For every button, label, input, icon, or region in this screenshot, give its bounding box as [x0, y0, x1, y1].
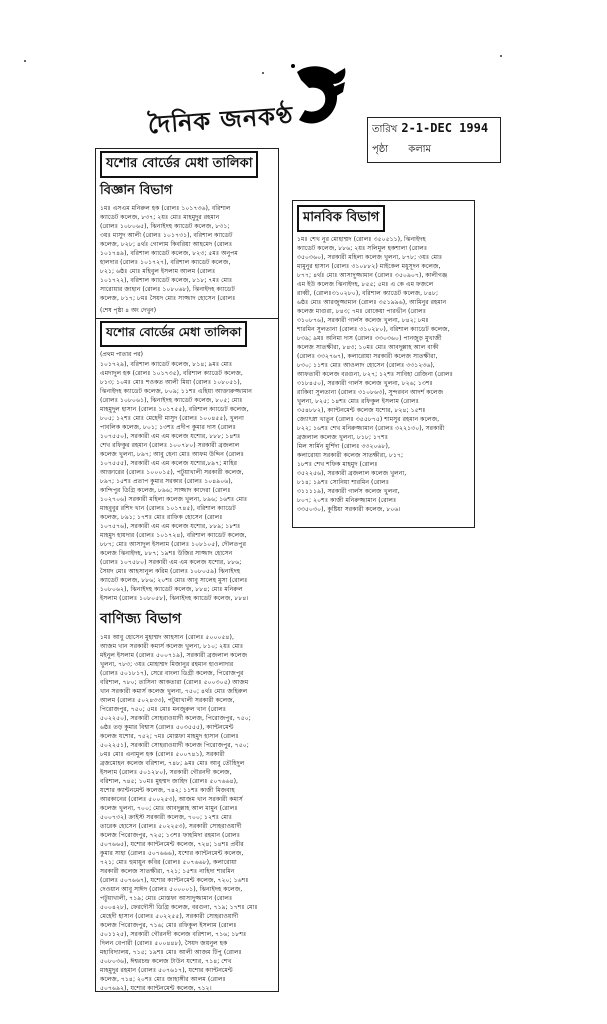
text-line: ৫০৮০৩৬), ঈশ্বরচন্দ্র কলেজ টাউন যশোর, ৭১৪; শেখ — [100, 958, 232, 965]
text-line: কলেজ সাতক্ষীরা, ৮৪৩; ১০মঃ মোঃ আবদুল্লাহ আল বাকী — [297, 344, 439, 351]
text-line: কলেজ ঝিনাইদহ, ৮৮৭; ১৯শঃ উজির সাজ্জাদ হোসেন — [100, 550, 233, 557]
text-line: খুলনা, ৮২৫; ১৪শঃ মোঃ রফিকুল ইসলাম (রোলঃ — [297, 398, 419, 405]
text-line: ৩১০৮৭৬), সরকারী গার্লস কলেজ খুলনা, ৮৪২; ৮মঃ — [297, 317, 429, 324]
text-line: ৩৫০৩৬০), সরকারী মহিলা কলেজ খুলনা, ৮৭৮; ৩য়ঃ মোঃ — [297, 254, 443, 261]
text-line: আজম খান সরকারী কমার্স কলেজ খুলনা, ৮১০; ২য়ঃ মোঃ — [100, 643, 244, 650]
text-line: মহাবিদ্যালয়, ৭১৫; ১৯শঃ মোঃ আলী আজম টিপু (রোলঃ — [100, 949, 242, 956]
text-line: আফতাবী কলেজ বরগুনা, ৮২৭; ১২শঃ সাবিহা রেজিনা (রোলঃ — [297, 371, 453, 378]
humanities-body — [297, 235, 470, 514]
text-line: কলেজ পিরোজপুর, ৭২৫; ১৩শঃ ফাহমিদা রহমান (রোলঃ — [100, 832, 241, 839]
text-line: ইসলাম (রোলঃ ৫০১২৮০), সরকারী গৌরনদী কলেজ, — [100, 769, 232, 776]
text-line: ১মঃ এসএম মনিরুল হক (রোলঃ ১০১৭৩৬), বরিশাল — [100, 205, 231, 212]
text-line: সারোয়ার জাহান (রোলঃ ১০৮০৬৮), ঝিনাইদহ ক্যাডেট — [100, 286, 235, 293]
text-line: কলেজ খুলনা, ৮৯৭; আবু হেনা মোঃ আফম উদ্দিন (রোলঃ — [100, 451, 244, 458]
clip1-headline: যশোর বোর্ডের মেধা তালিকা — [100, 151, 258, 178]
text-line: বরিশাল, ৭৮০; তাসিনা আকতারা (রোলঃ ৫০০৩০৫) আজম — [100, 679, 249, 686]
text-line: ৮মঃ মোঃ এনামুল হক (রোলঃ ৫০০৭৪১), সরকারী — [100, 751, 225, 758]
text-line: ৩৫২২৫৬), সরকারী ব্রজলাল কলেজ খুলনা, — [297, 470, 407, 477]
text-line: পাবলিক কলেজ, ৮০১; ১৩শঃ প্রদীপ কুমার দাস (রোলঃ — [100, 424, 236, 431]
text-line: ৫০৭৬৯২), যশোর ক্যান্টনমেন্ট কলেজ, ৭১২। — [100, 985, 212, 992]
text-line: কলেজ খুলনা, ৭০০; মোঃ আবদুল্লাহ আল মামুন (রোলঃ — [100, 805, 238, 812]
text-line: হালদার (রোলঃ ১০১৭২৭), বরিশাল ক্যাডেট কলেজ, — [100, 259, 231, 266]
text-line: ঝিনাইদহ ক্যাডেট কলেজ, ৮০৯; ১১শঃ এহিয়া আক্তারুজ্জামান — [100, 388, 252, 395]
text-line: ৭২১; মোঃ হুমায়ুন কবির (রোলঃ ৫০৭৬৬৮), কলারোয়া — [100, 859, 237, 866]
text-line: ৫০১১২৫), সরকারী গৌরনদী কলেজ বরিশাল, ৭১৬; ১৮শঃ — [100, 931, 247, 938]
text-line: ৩৩৫০৩০), কুষ্টিয়া সরকারী কলেজ, ৮০৬। — [297, 506, 401, 513]
text-line: শারমিন সুলতানা (রোলঃ ৩১০২৮০), বরিশাল ক্যাডেট কলেজ, — [297, 326, 450, 333]
clip1-section-title: বিজ্ঞান বিভাগ — [100, 183, 173, 198]
commerce-body — [100, 633, 274, 992]
text-line: ৩য়ঃ মাসুদ আলী (রোলঃ ১০১৭৩১), বরিশাল ক্যাডেট — [100, 232, 233, 239]
text-line: ১০১৭৪৯), বরিশাল ক্যাডেট কলেজ, ৮২৩; ৫মঃ অনুপম — [100, 250, 238, 257]
text-line: ১০১৭২২), বরিশাল ক্যাডেট কলেজ, ৮১৮; ৭মঃ মোঃ — [100, 277, 233, 284]
newspaper-masthead: দৈনিক জনকণ্ঠ — [146, 100, 295, 140]
commerce-section-title: বাণিজ্য বিভাগ — [100, 611, 182, 627]
text-line: কলেজ, ৮২৮; ৪র্থঃ গোলাম কিবরিয়া আহমেদ (রোলঃ — [100, 241, 233, 248]
text-line: ৮১৩; ১০মঃ মোঃ শওকত আলী মিয়া (রোলঃ ১০৮০৫১), — [100, 379, 242, 386]
text-line: কলেজ মাগুরা, ৮৪৩; ৭মঃ রোকেয়া পারভীন (রোলঃ — [297, 308, 427, 315]
clip2-continued-note: (প্রথম পাতার পর) — [100, 351, 143, 358]
text-line: মইনুল ইসলাম (রোলঃ ৫০০৭১৯), সরকারী ব্রজলাল কলেজ — [100, 652, 248, 659]
text-line: আক্তারের (রোলঃ ১০০০১৫), পটুয়াখালী সরকারী কলেজ, — [100, 469, 244, 476]
text-line: সরকারী কলেজ সাতক্ষীরা, ৭২১; ১৫শঃ নাহিদা শারমিন — [100, 868, 235, 875]
text-line: পটুয়াখালী, ৭১৯; মোঃ মোস্তফা আসাদুজ্জামান (রোলঃ — [100, 895, 233, 902]
text-line: ১০২৭০৬) সরকারী মহিলা কলেজ খুলনা, ৮৯৬; ১৬শঃ মোঃ — [100, 496, 248, 503]
text-line: আরকানের (রোলঃ ৫০০২৫৩), আজম খান সরকারী কমার্স — [100, 796, 243, 803]
date-box — [367, 117, 501, 163]
text-line: ৮৩৯; ৯মঃ অনিমা দাস (রোলঃ ৩৩০৩৬০) পানজুড় মুখার্জী — [297, 335, 442, 342]
text-line: পিরোজপুর, ৭৫০; ৫মঃ মোঃ মনজুরুল খান (রোলঃ — [100, 706, 227, 713]
text-line: মাহবুবুর রশিদ খান (রোলঃ ১০১৭৪৫), বরিশাল ক্যাডেট — [100, 505, 236, 512]
text-line: (রোলঃ ৩৩২৭৬৭), কলারোয়া সরকারী কলেজ সাতক্ষীরা, — [297, 353, 438, 360]
text-line: জ্যোৎস্না খাতুন (রোলঃ ৩৫৫৮৭৫) শামসুর রহমান কলেজ, — [297, 416, 440, 423]
clip1-continued-note: (শেষ পৃষ্ঠা ৪ অং দেখুন) — [100, 307, 157, 314]
text-line: ১মঃ আবু হোসেন মুহাম্মদ আহসান (রোলঃ ৫০০০৫৪), — [100, 634, 234, 641]
text-line: ৫০২২৫১), সরকারী সোহরাওয়ার্দী কলেজ পিরোজপুর, ৭৫০; — [100, 742, 249, 749]
text-line: খুলনা, ৭৮৩; ৩য়ঃ মোহাম্মদ মিজানুর রহমান হাওলাদার — [100, 661, 234, 668]
text-line: ১০৮০৬২), ঝিনাইদহ ক্যাডেট কলেজ, ৮৮৪; মোঃ মনিরুল — [100, 586, 243, 593]
page-label: পৃষ্ঠা — [372, 144, 389, 155]
text-line: এম ইউ কলেজ ঝিনাইদহ, ৮৫৫; ৫মঃ এ কে এম ফজলে — [297, 281, 434, 288]
text-line: কলেজ, ৮৯১; ১৭শঃ মোঃ রাফিক হোসেন (রোলঃ — [100, 514, 223, 521]
text-line: কলেজ, ৭১৪; ২০শঃ মোঃ জাহাঙ্গীর আলম (রোলঃ — [100, 976, 226, 983]
text-line: যশোর ক্যান্টনমেন্ট কলেজ, ৭৪২; ১১শঃ কাজী মিজবাহ — [100, 787, 235, 794]
text-line: কুমার সাহা (রোলঃ ৫০৭৬৬৬), যশোর ক্যান্টনমেন্ট কলেজ, — [100, 850, 244, 857]
text-line: সৈয়দ মোঃ আহসানুল করিম (রোলঃ ১০৮০৫৯) ঝিনাইদহ — [100, 568, 241, 575]
text-line: ১০১৭২৯), বরিশাল ক্যাডেট কলেজ, ৮১৪; ৯মঃ মোঃ — [100, 361, 233, 368]
text-line: ৮২২; ১৬শঃ শেখ মনিরুজ্জামান (রোলঃ ৩২২১৩০), সরকারী — [297, 425, 445, 432]
text-line: তারেক হোসেন (রোলঃ ৫০২২৫৩), সরকারী সোহরাওয়ার্দী — [100, 823, 242, 830]
archive-stamp-logo-icon — [285, 58, 355, 136]
text-line: ৫০০৭৩২) ক্রাইস্ট সরকারী কলেজ, ৭০০; ১২শঃ মোঃ — [100, 814, 233, 821]
text-line: (রোলঃ ৫০৭৬৬৭), যশোর ক্যান্টনমেন্ট কলেজ, ৭২০; ১৬শঃ — [100, 877, 249, 884]
text-line: রাকিবা সুলতানা (রোলঃ ৩১০৮৬৩), সুন্দরবন আদর্শ কলেজ — [297, 389, 444, 396]
text-line: ৮০৭; ২০শঃ কাজী মনিরুজ্জামান (রোলঃ — [297, 497, 397, 504]
text-line: কলেজ যশোর, ৭৫২; ৭মঃ মোস্তফা মাহমুদ হাসান (রোলঃ — [100, 733, 239, 740]
text-line: ৫০২২৫০), সরকারী সোহরাওয়ার্দী কলেজ, পিরোজপুর, ৭৫০; — [100, 715, 251, 722]
text-line: দেওয়ান আবু সাঈদ (রোলঃ ৫০০০০১), ঝিনাইদহ কলেজ, — [100, 886, 243, 893]
text-line: (রোলঃ ১০৮০৬১), ঝিনাইদহ ক্যাডেট কলেজ, ৮০৫; মোঃ — [100, 397, 243, 404]
text-line: ৬ষ্ঠঃ তড় কুমার বিশ্বাস (রোলঃ ৫০৩৫৫৫), ক্যান্টনমেন্ট — [100, 724, 234, 731]
text-line: ৮৮৭; মোঃ আসাদুল ইসলাম (রোলঃ ১০৮১০৫), দৌলতপুর — [100, 541, 246, 548]
text-line: আলম (রোলঃ ৫০২৪৩৩), পটুয়াখালী সরকারী কলেজ, — [100, 697, 235, 704]
text-line: ৫০৭৬৬৫), যশোর ক্যান্টনমেন্ট কলেজ, ৭২৪; ১৪শঃ প্রবীর — [100, 841, 244, 848]
text-line: কান্দিপুর ডিগ্রি কলেজ, ৮৯৬; সাজ্জাদ কাদেরা (রোলঃ — [100, 487, 231, 494]
text-line: ৮৩০; ১১শঃ মোঃ আওলাদ হোসেন (রোলঃ ৩৩১২৩৬), — [297, 362, 435, 369]
text-line: ৮২১; ৬ষ্ঠঃ মোঃ মহিবুল ইসলাম আলম (রোলঃ — [100, 268, 216, 275]
text-line: মেহেদী হাসান (রোলঃ ৫০২২৫৫), সরকারী সোহরাওয়ার্দী — [100, 913, 239, 920]
text-line: রাব্বী, (রোলঃ৩১০২৮০), বরিশাল ক্যাডেট কলেজ, ৮৪৮; — [297, 290, 439, 297]
text-line: ৮১৪; ১৯শঃ সোনিয়া শারমিন (রোলঃ — [297, 479, 390, 486]
text-line: (রোলঃ ১০৮০৬৫), ঝিনাইদহ ক্যাডেট কলেজ, ৮৩১; — [100, 223, 230, 230]
text-line: কলেজ পিরোজপুর, ৭১৬; মোঃ রফিকুল ইসলাম (রোলঃ — [100, 922, 237, 929]
text-line: ৮৭৭; ৪র্থঃ মোঃ আসাদুজ্জামান (রোলঃ ৩৫০৯০৭), কালীগঞ্জ — [297, 272, 448, 279]
text-line: মামুনুর হাসান (রোলঃ ৩১০৮৮২) মাইকেল মধুসূদন কলেজ, — [297, 263, 441, 270]
text-line: ক্যাডেট কলেজ, ৮৮৬; ২য়ঃ সলিমুল হকশালা (রোলঃ — [297, 245, 428, 252]
text-line: দিলন বেপারী (রোলঃ ৫০০৪৪৮), সৈয়দ জয়নুল হক — [100, 940, 228, 947]
text-line: ক্যাডেট কলেজ, ৮৩৭; ২য়ঃ মোঃ মাহমুদুর রহমান — [100, 214, 220, 221]
text-line: খান সরকারী কমার্স কলেজ খুলনা, ৭৫০; ৪র্থঃ মোঃ জহিরুল — [100, 688, 248, 695]
text-line: ১০৭৫৫৫), সরকারী এম এম কলেজ যশোর,৮৯৭; মাহির — [100, 460, 237, 467]
text-line: কলেজ, ৮১৭; ৮মঃ সৈয়দ মোঃ সাজ্জাদ হোসেন (রোলঃ — [100, 295, 236, 302]
text-line: মাহমুদ হায়দার (রোলঃ ১০১৭২৪), বরিশাল ক্যাডেট কলেজ, — [100, 532, 247, 539]
text-line: ১০৭৫৭৬), সরকারী এম এম কলেজ যশোর, ৮৮৯; ১৮শঃ — [100, 523, 241, 530]
clip-science-continued — [95, 318, 279, 992]
text-line: বরিশাল, ৭৪৫; ১০মঃ মুহম্মদ জাহিদ (রোলঃ ৫০৭৬৬৪), — [100, 778, 239, 785]
text-line: ১০৭৫৫০), সরকারী এম এম কলেজ যশোর, ৮৮৮; ১৪শঃ — [100, 433, 241, 440]
text-line: ইসলাম (রোলঃ ১০৮০৫৮), ঝিনাইদহ ক্যাডেট কলেজ, ৮৮৪। — [100, 595, 249, 602]
text-line: মাহমুদুর রহমান (রোলঃ ৫০৭৬১৭), যশোর ক্যান্টনমেন্ট — [100, 967, 233, 974]
text-line: ৩১১১১৯), সরকারী গার্লস কলেজ খুলনা, — [297, 488, 400, 495]
clip-humanities — [292, 200, 475, 528]
text-line: ৮৯৭; ১৫শঃ প্রতাপ কুমার সরকার (রোলঃ ১০৪৯০৬), — [100, 478, 233, 485]
clip2-headline: যশোর বোর্ডের মেধা তালিকা — [100, 321, 247, 347]
text-line: (রোলঃ ১০৭৫৮০) সরকারী এম এম কলেজ যশোর, ৮৮৬; — [100, 559, 242, 566]
date-label: তারিখ — [372, 124, 398, 135]
text-line: ক্যাডেট কলেজ, ৮৮৬; ২০শঃ মোঃ আবু সালেহ মুসা (রোলঃ — [100, 577, 248, 584]
text-line: শেখ রফিকুর রহমান (রোলঃ ১০০৭৮০) সরকারী ব্রজলাল — [100, 442, 240, 449]
text-line: (রোলঃ ৫০১৮১৭), সেরে বাংলা ডিগ্রী কলেজ, পিরোজপুর — [100, 670, 244, 677]
text-line: এমদাদুল হক (রোলঃ ১০১৭৩৫), বরিশাল ক্যাডেট কলেজ, — [100, 370, 243, 377]
text-line: ৫০০৪২৮), ফেরদৌসী ডিগ্রি কলেজ, বরগুনা, ৭১৯; ১৭শঃ মোঃ — [100, 904, 258, 911]
text-line: ৩৫৪৮৮২), ক্যান্টনমেন্ট কলেজ যশোর, ৮২৪; ১৫শঃ — [297, 407, 426, 414]
text-line: ৮০৫; ১২শঃ মোঃ মেহেদী মাসুদ (রোলঃ ১০০৪৫৫), খুলনা — [100, 415, 244, 422]
text-line: ব্রজলাল কলেজ খুলনা, ৮১৮; ১৭শঃ — [297, 434, 389, 441]
clip1-body — [100, 204, 274, 303]
humanities-section-title: মানবিক বিভাগ — [297, 205, 385, 232]
column-label: কলাম — [408, 144, 432, 155]
text-line: ব্রজমোহন কলেজ বরিশাল, ৭৪৮; ৯মঃ মোঃ আবু তৌহিদুল — [100, 760, 245, 767]
date-value: 2-1-DEC 1994 — [401, 121, 489, 135]
text-line: মিল সার্মিন মুর্শিদা (রোলঃ ৩৩২০৬৮), — [297, 443, 390, 450]
text-line: ৬ষ্ঠঃ মোঃ আরজুজ্জামান (রোলঃ ৩৫১৯৯৬), আমিনুর রহমান — [297, 299, 447, 306]
clip2-body — [100, 360, 274, 603]
text-line: ১মঃ শেখ নুর মোহাম্মদ (রোলঃ ৩৫০৫১১), ঝিনাইদহ — [297, 236, 426, 243]
text-line: ১৮শঃ শেখ শফিক মাহমুদ (রোলঃ — [297, 461, 378, 468]
text-line: কলারোয়া সরকারী কলেজ সাতক্ষীরা, ৮১৭; — [297, 452, 404, 459]
clip-science-first — [95, 148, 279, 320]
text-line: ৩১৮৪৫০), সরকারী গার্লস কলেজ খুলনা, ৮২৬; ১৩শঃ — [297, 380, 433, 387]
text-line: মাহমুদুল হাসান (রোলঃ ১০১৭৫৫), বরিশাল ক্যাডেট কলেজ, — [100, 406, 249, 413]
